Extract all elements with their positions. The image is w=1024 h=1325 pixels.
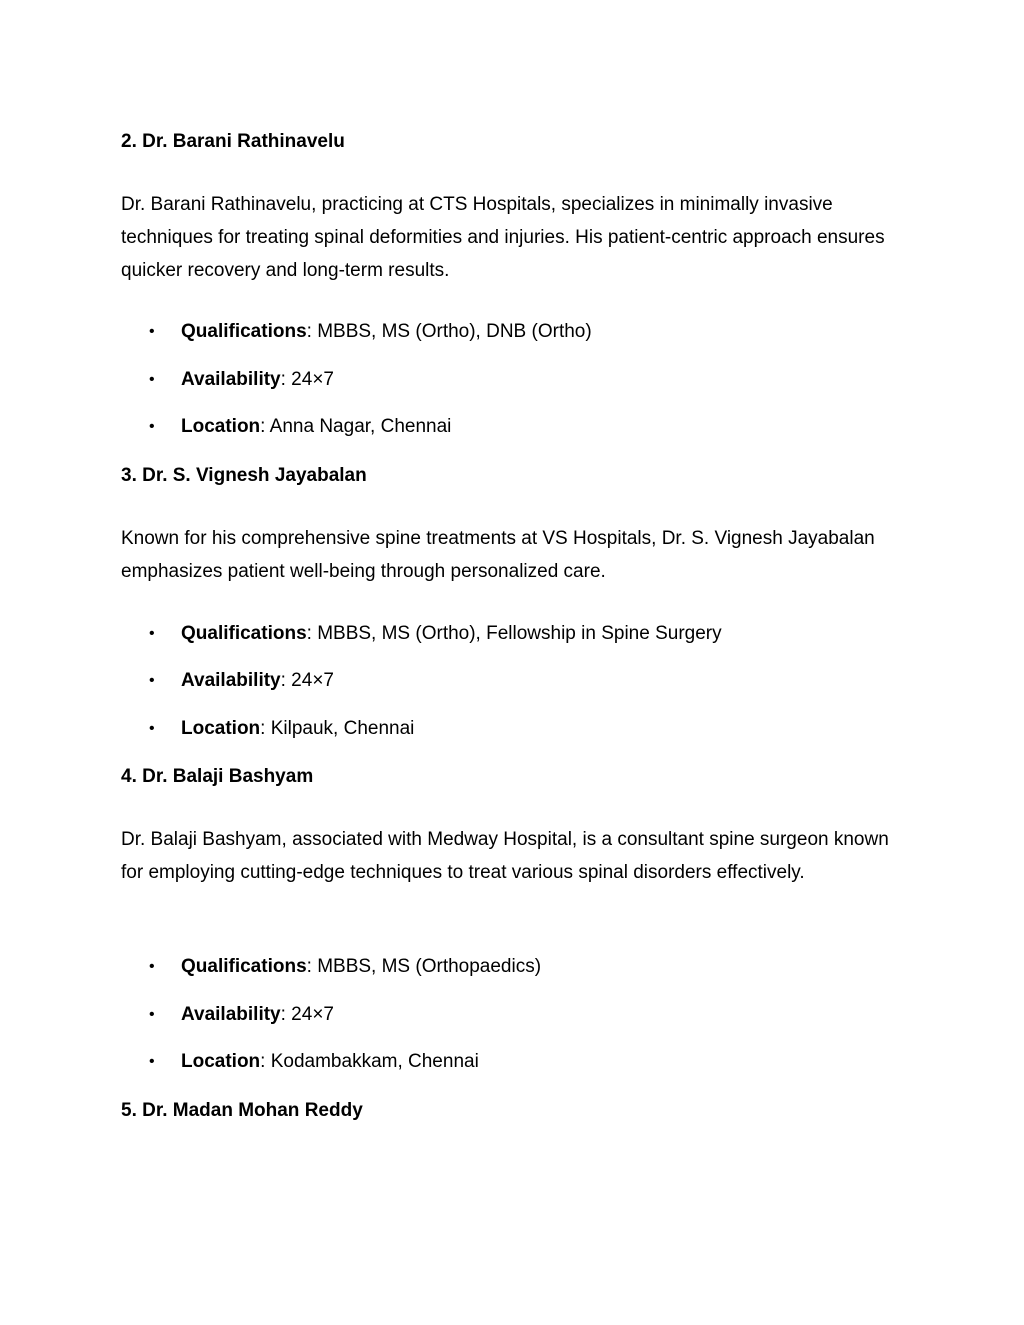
qualifications-value: : MBBS, MS (Orthopaedics) <box>306 956 542 977</box>
location-value: : Kodambakkam, Chennai <box>260 1051 479 1072</box>
bullet-icon: • <box>149 625 155 642</box>
qualifications-label: Qualifications <box>181 623 307 644</box>
bullet-icon: • <box>149 672 155 689</box>
availability-label: Availability <box>181 369 281 390</box>
doctor-description: Known for his comprehensive spine treatments at VS Hospitals, Dr. S. Vignesh Jayabalan emphasizes patient well-being through personalized care. <box>121 528 875 582</box>
qualifications-label: Qualifications <box>181 321 307 342</box>
bullet-icon: • <box>149 958 155 975</box>
doctor-description: Dr. Barani Rathinavelu, practicing at CTS Hospitals, specializes in minimally invasive techniques for treating spinal deformities and injuries. His patient-centric approach ensures quicker recovery and long-term results. <box>121 194 885 281</box>
doctor-heading: 4. Dr. Balaji Bashyam <box>121 766 314 787</box>
qualifications-value: : MBBS, MS (Ortho), Fellowship in Spine Surgery <box>306 623 722 644</box>
bullet-icon: • <box>149 418 155 435</box>
bullet-icon: • <box>149 1053 155 1070</box>
bullet-icon: • <box>149 323 155 340</box>
doctor-heading: 5. Dr. Madan Mohan Reddy <box>121 1100 363 1121</box>
bullet-icon: • <box>149 1006 155 1023</box>
qualifications-value: : MBBS, MS (Ortho), DNB (Ortho) <box>306 321 592 342</box>
availability-label: Availability <box>181 1004 281 1025</box>
qualifications-label: Qualifications <box>181 956 307 977</box>
location-value: : Kilpauk, Chennai <box>260 718 415 739</box>
availability-value: : 24×7 <box>280 1004 334 1025</box>
bullet-icon: • <box>149 371 155 388</box>
doctor-heading: 3. Dr. S. Vignesh Jayabalan <box>121 465 367 486</box>
availability-value: : 24×7 <box>280 369 334 390</box>
location-label: Location <box>181 416 261 437</box>
location-label: Location <box>181 718 261 739</box>
availability-value: : 24×7 <box>280 670 334 691</box>
doctor-description: Dr. Balaji Bashyam, associated with Medway Hospital, is a consultant spine surgeon known for employing cutting-edge techniques to treat various spinal disorders effectively. <box>121 829 889 883</box>
location-label: Location <box>181 1051 261 1072</box>
availability-label: Availability <box>181 670 281 691</box>
location-value: : Anna Nagar, Chennai <box>260 416 452 437</box>
doctor-heading: 2. Dr. Barani Rathinavelu <box>121 131 345 152</box>
bullet-icon: • <box>149 720 155 737</box>
